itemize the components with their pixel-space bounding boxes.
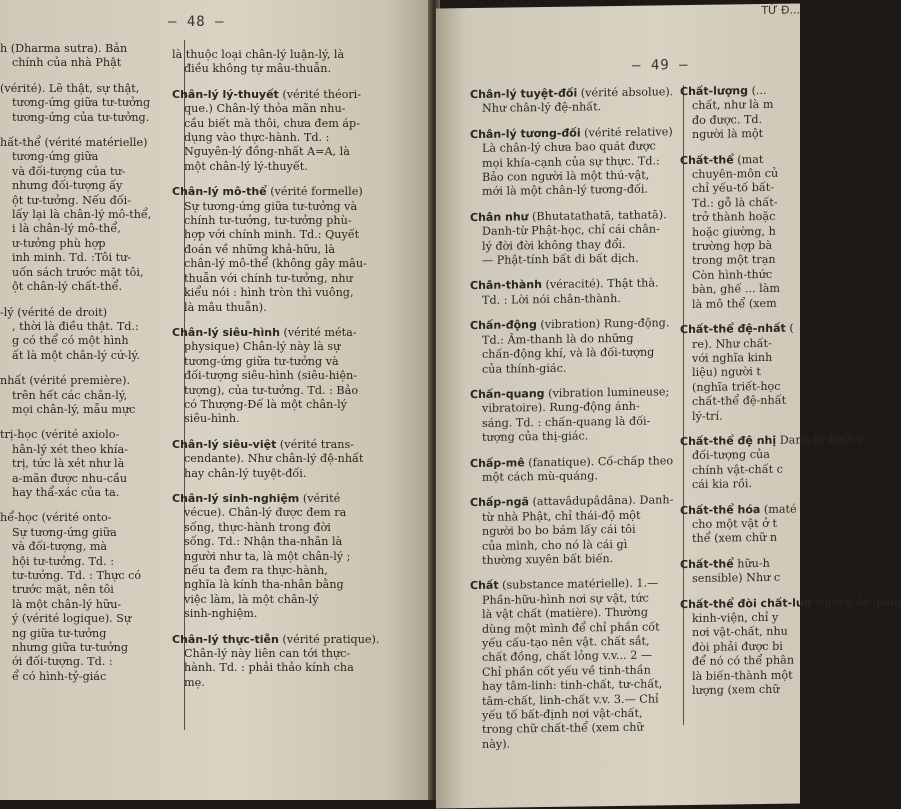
entry-line: kiểu nói : hình tròn thì vuông,	[184, 286, 354, 300]
dictionary-entry	[470, 316, 714, 377]
entry-line: Còn hình-thức	[692, 267, 773, 282]
entry-line: Chân-lý này liên can tới thực-	[184, 647, 351, 661]
entry-line: kinh-viện, chỉ y	[692, 610, 779, 625]
entry-text: (vibration lumineuse;	[544, 385, 670, 400]
entry-line	[680, 502, 804, 518]
entry-line: ột chân-lý chất-thể.	[12, 280, 123, 294]
entry-line: từ nhà Phật, chỉ thái-độ một	[482, 508, 641, 524]
left-column-2	[172, 48, 422, 701]
headword: Chân-lý sinh-nghiệm	[172, 491, 300, 505]
dictionary-entry	[172, 326, 422, 427]
page-number-right: — 49 —	[632, 57, 689, 74]
entry-line: , thời là điều thật. Td.:	[12, 319, 139, 333]
entry-line: trường hợp bà	[692, 238, 773, 254]
entry-line: mới là một chân-lý tương-đối.	[482, 183, 648, 199]
headword: Chấn-quang	[470, 386, 545, 401]
entry-line: chuyên-môn củ	[692, 166, 779, 181]
entry-line: vécue). Chân-lý được đem ra	[184, 506, 347, 520]
entry-line: có Thượng-Đế là một chân-lý	[184, 397, 348, 411]
right-page	[436, 3, 901, 808]
dictionary-entry	[172, 438, 422, 481]
entry-text: (vérité relative)	[580, 125, 673, 140]
entry-line: chính của nhà Phật	[12, 56, 122, 70]
entry-line: ng giữa tư-tưởng	[12, 626, 107, 640]
entry-line: ý (vérité logique). Sự	[12, 612, 132, 626]
entry-line: — Phật-tính bất di bất dịch.	[482, 251, 639, 267]
entry-line: re). Như chất-	[692, 336, 772, 351]
headword: Chất-lượng	[680, 84, 749, 99]
entry-text: hữu-h	[733, 556, 770, 571]
dictionary-entry	[0, 374, 160, 417]
entry-line: người bo bo bám lấy cái tôi	[482, 522, 636, 539]
dictionary-entry	[470, 208, 714, 269]
entry-line: tượng), của tư-tưởng. Td. : Bảo	[184, 383, 359, 397]
headword: Chân-lý siêu-hình	[172, 325, 280, 339]
entry-line: Là chân-lý chưa bao quát được	[482, 139, 656, 156]
entry-line: mọi khía-cạnh của sự thực. Td.:	[482, 154, 660, 170]
entry-line: chân-lý mô-thể (không gây mâu-	[184, 257, 367, 271]
entry-line: cái kia rồi.	[692, 477, 752, 492]
entry-line: cendante). Như chân-lý đệ-nhất	[184, 452, 364, 466]
entry-text: (vérité trans-	[276, 437, 355, 451]
entry-line: Sự tương-ứng giữa	[12, 525, 117, 539]
entry-line: dụng vào thực-hành. Td. :	[184, 131, 330, 145]
entry-line: ột tư-tưởng. Nếu đối-	[12, 193, 131, 207]
dictionary-entry	[0, 428, 160, 500]
headword: Chất-thể đòi chất-lượ	[680, 595, 812, 611]
entry-line	[680, 432, 864, 449]
entry-line: Phần-hữu-hình nơi sự vật, tức	[482, 591, 649, 607]
entry-line	[680, 594, 901, 612]
dictionary-entry	[172, 185, 422, 315]
entry-line: nghĩa là kính tha-nhân bằng	[184, 578, 344, 592]
headword: Chất-thể hóa	[680, 502, 761, 517]
headword: Chân-thành	[470, 278, 542, 293]
entry-text: (vérité	[299, 491, 341, 505]
entry-line: inh minh. Td. :Tôi tư-	[12, 251, 132, 265]
entry-line: nếu ta đem ra thực-hành,	[184, 564, 328, 577]
entry-line: nơi vật-chất, nhu	[692, 625, 788, 640]
dictionary-entry	[470, 493, 714, 568]
headword: Chân như	[470, 210, 529, 224]
dictionary-entry	[0, 42, 160, 71]
entry-line: i là chân-lý mô-thể,	[12, 222, 121, 236]
entry-text: (vérité méta-	[279, 325, 357, 339]
entry-line: nhưng giữa tư-tưởng	[12, 641, 128, 655]
entry-line: hất-thể (vérité matérielle)	[0, 136, 148, 150]
entry-line: g có thể có một hình	[12, 334, 129, 348]
entry-line: trên hết các chân-lý,	[12, 388, 128, 402]
entry-text: (vérité formelle)	[266, 185, 363, 199]
entry-line: -lý (vérité de droit)	[0, 305, 108, 319]
entry-text: (vérité théori-	[278, 87, 362, 101]
dictionary-entry	[680, 152, 804, 312]
entry-line: là biến-thành một	[692, 668, 793, 683]
entry-line: đo được. Td.	[692, 112, 763, 127]
entry-line: người như ta, là một chân-lý ;	[184, 549, 351, 563]
running-head-fragment: TỪ Đ...	[761, 3, 800, 17]
page-number-left: — 48 —	[168, 14, 225, 30]
entry-line: là một chân-lý hữu-	[12, 597, 122, 611]
entry-line: Td. : Lời nói chân-thành.	[482, 291, 621, 307]
dictionary-entry	[680, 83, 804, 142]
entry-line: điều không tự mâu-thuẫn.	[184, 62, 332, 76]
entry-line: của mình, cho nó là cái gì	[482, 537, 628, 553]
entry-line: của thính-giác.	[482, 361, 567, 376]
entry-line: Chỉ phần cốt yếu về tinh-thần	[482, 663, 651, 679]
entry-line: trị, tức là xét như là	[12, 457, 125, 471]
entry-line: và đối-tượng của tư-	[12, 164, 126, 178]
entry-line: một chân-lý lý-thuyết.	[184, 159, 308, 173]
dictionary-entry	[0, 136, 160, 294]
entry-line: hay tâm-linh: tinh-chất, tư-chất,	[482, 677, 663, 694]
entry-line: để nó có thể phân	[692, 653, 795, 669]
entry-line: Nguyên-lý đồng-nhất A=A, là	[184, 145, 350, 159]
dictionary-entry	[172, 633, 422, 691]
entry-line: dùng một mình để chỉ phần cốt	[482, 620, 660, 636]
entry-line: là mô thể (xem	[692, 296, 777, 311]
entry-line: Sự tương-ứng giữa tư-tưởng và	[184, 199, 358, 213]
right-column-1	[470, 85, 714, 764]
entry-line: vibratoire). Rung-động ánh-	[482, 400, 640, 416]
entry-text: (...	[748, 83, 767, 98]
entry-line: chỉ yếu-tố bất-	[692, 181, 774, 196]
dictionary-entry	[470, 385, 714, 446]
entry-line: trong một trạn	[692, 253, 776, 268]
entry-line: hay thẩ-xác của ta.	[12, 485, 120, 499]
entry-line: đòi phải được bi	[692, 639, 783, 654]
entry-line: tương-ứng của tư-tưởng.	[12, 110, 150, 124]
dictionary-entry	[680, 432, 864, 492]
headword: Chấp-ngã	[470, 495, 529, 510]
entry-line: này).	[482, 737, 511, 751]
entry-text: Danh-từ kinh-v	[776, 432, 864, 447]
entry-line: Như chân-lý đệ-nhất.	[482, 100, 602, 116]
headword: Chân-lý mô-thể	[172, 185, 267, 199]
dictionary-entry	[680, 321, 804, 424]
dictionary-entry	[172, 492, 422, 622]
dictionary-entry	[0, 306, 160, 364]
entry-line: hợp với chính minh. Td.: Quyết	[184, 228, 360, 242]
headword: Chất-thể	[680, 153, 734, 167]
entry-text: (Bhutatathatā, tathatā).	[528, 208, 667, 224]
entry-line: tâm-chất, linh-chất v.v. 3.— Chỉ	[482, 692, 659, 708]
entry-line: tương-ứng giữa tư-tưởng và	[184, 354, 339, 368]
entry-line: chất-thể đệ-nhất	[692, 393, 787, 409]
entry-line: hội tư-tưởng. Td. :	[12, 554, 114, 568]
entry-text: (vérité absolue).	[577, 85, 674, 100]
entry-line: hân-lý xét theo khía-	[12, 442, 128, 456]
entry-line: đoán về những khả-hữu, là	[184, 242, 336, 256]
entry-line: nhất (vérité première).	[0, 374, 131, 388]
headword: Chất	[470, 579, 499, 593]
entry-line: bàn, ghế ... làm	[692, 282, 781, 297]
entry-line: trong chữ chất-thể (xem chữ	[482, 721, 644, 737]
left-page	[0, 0, 432, 800]
headword: Chất-thể đệ nhị	[680, 433, 777, 449]
entry-line: mẹ.	[184, 675, 205, 689]
entry-line: sống, thực-hành trong đời	[184, 520, 331, 534]
entry-line: sinh-nghiệm.	[184, 607, 258, 621]
headword: Chân-lý lý-thuyết	[172, 87, 279, 101]
entry-text: (mat	[733, 152, 764, 167]
entry-line: que.) Chân-lý thỏa mãn nhu-	[184, 102, 346, 116]
headword: Chấn-động	[470, 318, 537, 333]
entry-line: việc làm, là một chân-lý	[184, 592, 319, 606]
entry-line: tư-tưởng. Td. : Thực có	[12, 569, 142, 582]
entry-line: Td.: Âm-thanh là do những	[482, 331, 634, 347]
entry-line: hành. Td. : phải thảo kính cha	[184, 661, 354, 675]
entry-line: là thuộc loại chân-lý luận-lý, là	[172, 48, 345, 61]
entry-line: sáng. Td. : chấn-quang là đối-	[482, 414, 651, 430]
entry-line: yếu cấu-tạo nên vật. chất sắt,	[482, 634, 650, 650]
entry-line	[172, 633, 422, 647]
headword: Chân-lý thực-tiễn	[172, 632, 279, 646]
dictionary-entry	[470, 453, 714, 485]
dictionary-entry	[680, 556, 804, 587]
entry-line: đối-tượng siêu-hình (siêu-hiện-	[184, 369, 358, 383]
entry-line: sống. Td.: Nhận tha-nhân là	[184, 535, 343, 549]
entry-text: (maté	[760, 502, 797, 516]
entry-line: ể có hình-tỷ-giác	[12, 669, 107, 683]
entry-text: (substance matérielle). 1.—	[498, 576, 659, 593]
entry-line: trị-học (vérité axiolo-	[0, 428, 120, 442]
entry-line: a-mãn được nhu-cầu	[12, 471, 128, 485]
entry-line: siêu-hình.	[184, 412, 240, 426]
entry-line: ất là một chân-lý cứ-lý.	[12, 348, 140, 362]
entry-line: lượng (xem chữ	[692, 682, 780, 697]
entry-text: (attavâdupâdâna). Danh-	[528, 493, 674, 509]
entry-line: liệu) người t	[692, 365, 761, 380]
dictionary-entry	[0, 511, 160, 684]
dictionary-entry	[172, 88, 422, 174]
entry-line: người là một	[692, 127, 764, 142]
entry-line: thường xuyên bất biến.	[482, 552, 614, 567]
entry-line: yếu tố bất-định nơi vật-chất,	[482, 706, 643, 722]
entry-line: trước mặt, nên tôi	[12, 583, 114, 597]
headword: Chất-thể đệ-nhất	[680, 321, 786, 337]
entry-line: thuẫn với chính tư-tưởng, như	[184, 271, 353, 285]
entry-text: (véracité). Thật thà.	[541, 276, 659, 292]
entry-line: chính vật-chất c	[692, 462, 783, 477]
entry-line: mọi chân-lý, mẫu mực	[12, 402, 136, 416]
entry-line: thể (xem chữ n	[692, 531, 778, 546]
entry-line: chất đồng, chất lỏng v.v... 2 —	[482, 648, 653, 665]
entry-line: hoặc giường, h	[692, 224, 776, 239]
headword: Chân-lý tương-đối	[470, 126, 581, 141]
entry-line: hể-học (vérité onto-	[0, 511, 112, 525]
entry-line	[172, 326, 422, 340]
entry-text: (fanatique). Cố-chấp theo	[524, 453, 674, 469]
entry-line: (vérité). Lẽ thật, sự thật,	[0, 81, 140, 95]
entry-line: tượng của thị-giác.	[482, 429, 589, 445]
dictionary-entry	[0, 82, 160, 125]
entry-line: chính tư-tưởng, tư-tưởng phù-	[184, 214, 352, 228]
entry-line: h (Dharma sutra). Bản	[0, 42, 128, 55]
entry-line: physique) Chân-lý này là sự	[184, 340, 341, 354]
entry-line: ư-tưởng phù hợp	[12, 236, 106, 250]
entry-line: chấn-động khí, và là đối-tượng	[482, 345, 655, 361]
entry-text: signée de quan	[811, 594, 901, 609]
headword: Chấp-mê	[470, 455, 525, 470]
entry-line: (nghĩa triết-học	[692, 379, 781, 394]
entry-line	[680, 321, 804, 337]
dictionary-entry	[680, 502, 804, 547]
left-column-1	[0, 42, 160, 695]
entry-line: hay chân-lý tuyệt-đối.	[184, 466, 307, 480]
entry-line: chất, như là m	[692, 98, 774, 113]
entry-line: là vật chất (matière). Thường	[482, 605, 648, 622]
dictionary-entry	[172, 48, 422, 77]
entry-line: và đối-tượng, mà	[12, 540, 108, 554]
entry-line: một cách mù-quáng.	[482, 469, 598, 484]
entry-line: lý đời đời không thay đổi.	[482, 237, 626, 253]
entry-line: đối-tượng của	[692, 448, 770, 463]
dictionary-entry	[470, 276, 714, 308]
dictionary-entry	[680, 594, 901, 699]
entry-line: Td.: gỗ là chất-	[692, 195, 778, 210]
dictionary-entry	[470, 576, 714, 752]
entry-line: lý-trí.	[692, 409, 723, 423]
entry-line: Bảo con người là một thú-vật,	[482, 168, 650, 184]
headword: Chân-lý tuyệt-đối	[470, 86, 578, 102]
entry-line: trở thành hoặc	[692, 210, 776, 225]
entry-text: (vibration) Rung-động.	[536, 316, 670, 332]
entry-line: nhưng đối-tượng ấy	[12, 179, 123, 193]
entry-line	[172, 492, 422, 506]
headword: Chân-lý siêu-việt	[172, 437, 277, 451]
entry-line: với nghĩa kinh	[692, 350, 773, 365]
headword: Chất-thể	[680, 557, 734, 571]
entry-line: cầu biết mà thôi, chưa đem áp-	[184, 116, 360, 130]
entry-line: uốn sách trước mặt tôi,	[12, 265, 144, 279]
entry-line: tương-ứng giữa	[12, 150, 99, 164]
entry-line	[172, 185, 422, 199]
entry-line	[172, 88, 422, 102]
dictionary-entry	[470, 124, 714, 199]
entry-line	[172, 438, 422, 452]
entry-line: Danh-từ Phật-học, chỉ cái chân-	[482, 222, 660, 239]
entry-line: là mâu thuẫn).	[184, 300, 267, 314]
right-column-2	[680, 83, 901, 709]
entry-text: (vérité pratique).	[278, 632, 380, 646]
dictionary-entry	[470, 85, 714, 117]
entry-line: ới đối-tượng. Td. :	[12, 655, 113, 669]
entry-line: lấy lại là chân-lý mô-thể,	[12, 208, 152, 222]
entry-line: sensible) Như c	[692, 570, 781, 586]
entry-line: cho một vật ở t	[692, 516, 777, 531]
entry-text: (	[785, 321, 794, 335]
entry-line: tương-ứng giữa tư-tưởng	[12, 96, 151, 110]
